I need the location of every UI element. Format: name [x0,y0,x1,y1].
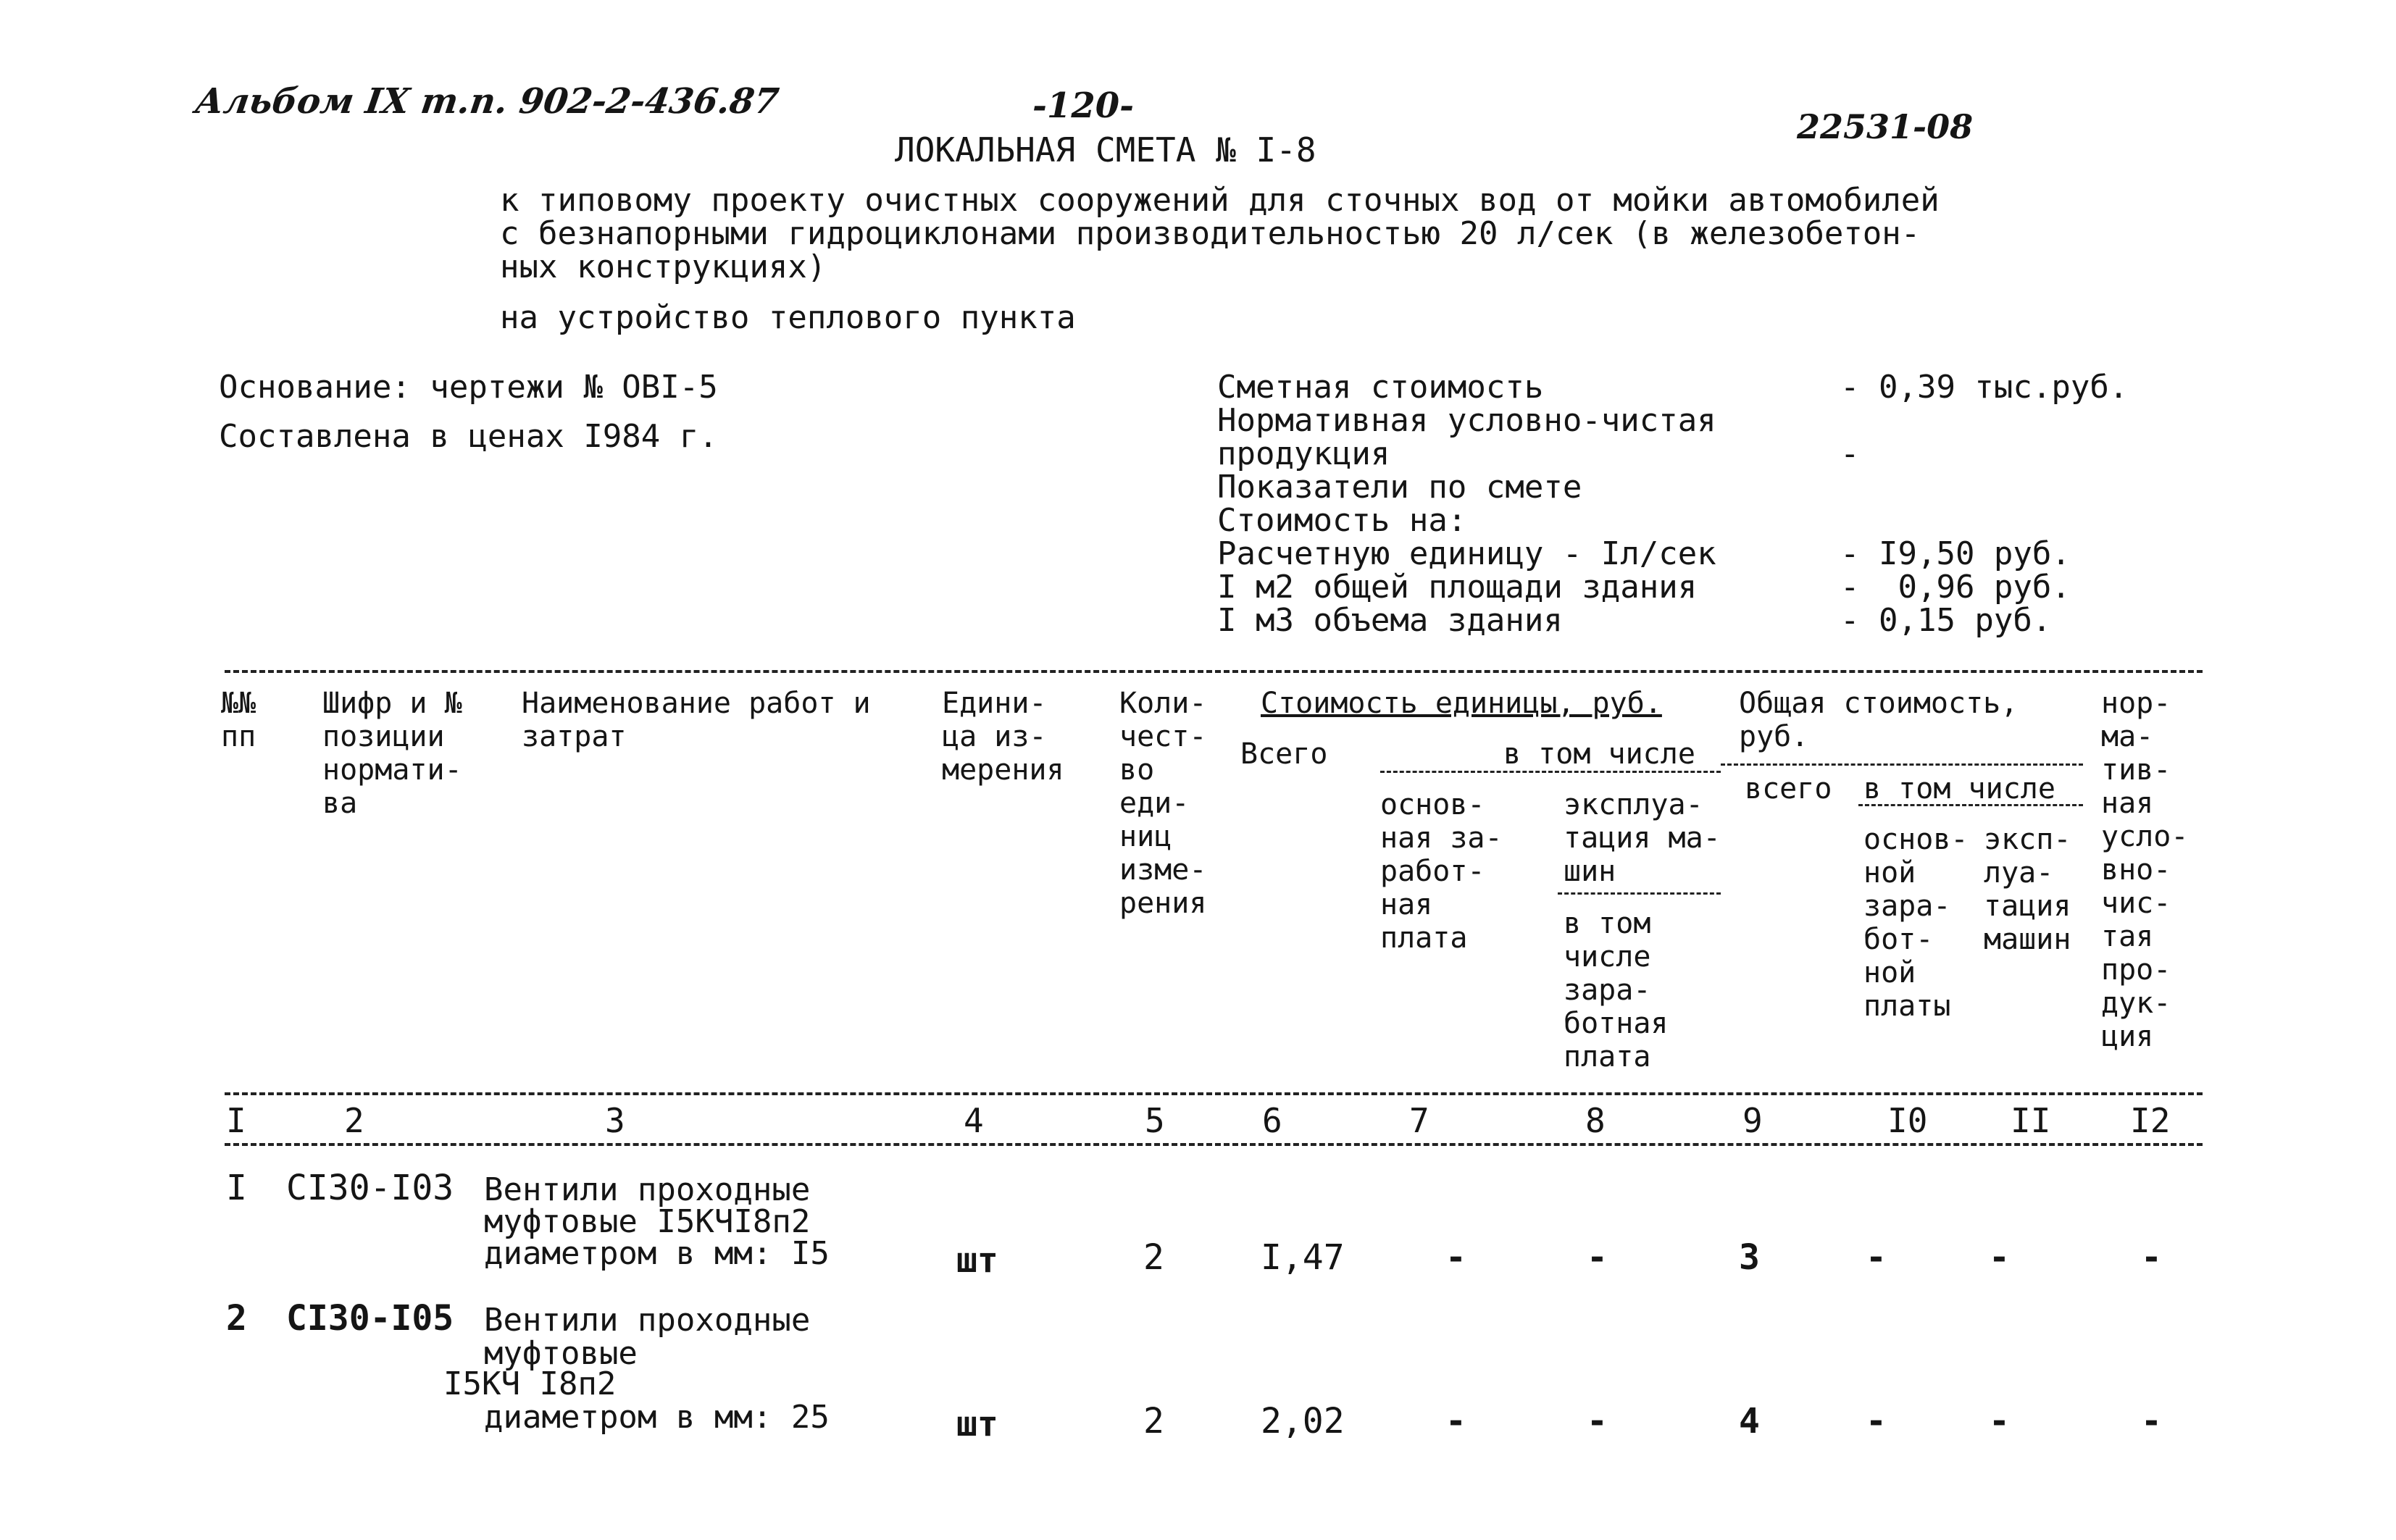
subtitle-line-1: к типовому проекту очистных сооружений для сточных вод от мойки автомобилей [500,182,1940,219]
col-header-net-product: нор- ма- тив- ная усло- вно- чис- тая про- дук- ция [2101,687,2189,1053]
row-total-wage: - [1866,1237,1887,1278]
page-number: -120- [1032,85,1135,126]
row-total: 3 [1739,1237,1760,1278]
row-net-product: - [2141,1401,2162,1441]
summary-value-per-m2: - 0,96 руб. [1840,569,2071,606]
summary-value-cost: - 0,39 тыс.руб. [1840,369,2129,406]
unit-cost-subgroup-rule [1380,771,1721,773]
col-header-code: Шифр и № позиции нормати- ва [322,687,462,820]
col-header-unit: Едини- ца из- мерения [942,687,1064,787]
row-code: CI30-I03 [286,1168,454,1208]
row-quantity: 2 [1143,1237,1164,1278]
summary-label-net-1: Нормативная условно-чистая [1217,402,1716,439]
row-name-line: I5КЧ I8п2 [443,1365,617,1402]
col-number-8: 8 [1585,1101,1606,1140]
summary-value-per-m3: - 0,15 руб. [1840,602,2052,639]
column-numbers-rule [225,1143,2203,1146]
row-number: 2 [226,1298,247,1339]
row-name-line: Вентили проходные [484,1171,811,1208]
row-total-machines: - [1989,1401,2010,1441]
col-number-2: 2 [344,1101,364,1140]
col-number-5: 5 [1145,1101,1165,1140]
row-machine-operation: - [1587,1401,1608,1441]
col-header-total: всего [1745,772,1832,805]
table-top-rule [225,670,2203,673]
col-number-12: I2 [2130,1101,2171,1140]
row-name-line: диаметром в мм: I5 [484,1235,830,1272]
basis-drawings: Основание: чертежи № OBI-5 [219,369,718,406]
row-base-wage: - [1445,1237,1466,1278]
row-name-line: муфтовые [484,1335,638,1372]
row-total-wage: - [1866,1401,1887,1441]
machine-operation-rule [1558,892,1721,895]
document-title: ЛОКАЛЬНАЯ СМЕТА № I-8 [895,130,1316,170]
col-number-10: I0 [1887,1101,1928,1140]
col-group-unit-cost: Стоимость единицы, руб. [1261,687,1662,720]
col-number-3: 3 [605,1101,625,1140]
col-header-machine-operation: эксплуа- тация ма- шин [1564,788,1721,888]
col-number-4: 4 [964,1101,984,1140]
summary-label-per-m3: I м3 объема здания [1217,602,1563,639]
col-header-num: №№ пп [221,687,256,753]
subtitle-line-3: ных конструкциях) [500,248,827,285]
row-code: CI30-I05 [286,1298,454,1339]
col-group-total-cost: Общая стоимость, руб. [1739,687,2019,753]
row-machine-operation: - [1587,1237,1608,1278]
row-total: 4 [1739,1401,1760,1441]
col-header-total-machines: эксп- луа- тация машин [1984,823,2071,956]
col-number-7: 7 [1409,1101,1429,1140]
summary-label-per-m2: I м2 общей площади здания [1217,569,1698,606]
row-unit: шт [956,1240,998,1281]
basis-prices: Составлена в ценах I984 г. [219,418,718,455]
col-subgroup-incl-total: в том числе [1863,772,2055,805]
col-header-unit-total: Всего [1240,737,1328,771]
summary-label-cost: Сметная стоимость [1217,369,1544,406]
row-number: I [226,1168,247,1208]
summary-value-per-unit: - I9,50 руб. [1840,535,2071,572]
document-code: 22531-08 [1797,107,1974,146]
row-unit-cost: 2,02 [1261,1401,1345,1441]
purpose-line: на устройство теплового пункта [500,299,1076,336]
row-name-line: Вентили проходные [484,1302,811,1339]
col-header-total-wage: основ- ной зара- бот- ной платы [1863,823,1969,1023]
col-number-11: II [2011,1101,2051,1140]
album-reference: Альбом IX т.п. 902-2-436.87 [193,81,782,122]
col-header-machine-wage: в том числе зара- ботная плата [1564,907,1669,1074]
col-header-base-wage: основ- ная за- работ- ная плата [1380,788,1503,955]
summary-label-indicators: Показатели по смете [1217,469,1582,506]
row-unit: шт [956,1404,998,1444]
row-quantity: 2 [1143,1401,1164,1441]
row-total-machines: - [1989,1237,2010,1278]
row-name-line: диаметром в мм: 25 [484,1399,830,1436]
summary-value-net: - [1840,435,1860,472]
subtitle-line-2: с безнапорными гидроциклонами производительностью 20 л/сек (в железобетон- [500,215,1921,252]
summary-label-per-unit: Расчетную единицу - Iл/сек [1217,535,1716,572]
col-number-9: 9 [1742,1101,1763,1140]
row-name-line: муфтовые I5КЧI8п2 [484,1203,811,1240]
summary-label-cost-per: Стоимость на: [1217,502,1467,539]
col-number-6: 6 [1262,1101,1282,1140]
row-unit-cost: I,47 [1261,1237,1345,1278]
row-net-product: - [2141,1237,2162,1278]
total-cost-subgroup-rule [1721,763,2083,766]
col-subgroup-incl-unit: в том числе [1503,737,1695,771]
row-base-wage: - [1445,1401,1466,1441]
col-header-quantity: Коли- чест- во еди- ниц изме- рения [1119,687,1207,920]
table-header-bottom-rule [225,1092,2203,1095]
col-number-1: I [226,1101,246,1140]
summary-label-net-2: продукция [1217,435,1390,472]
col-header-name: Наименование работ и затрат [522,687,871,753]
